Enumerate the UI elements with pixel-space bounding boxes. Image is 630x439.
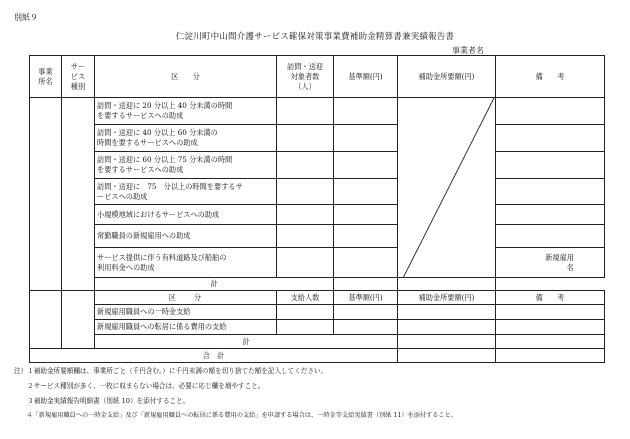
note-2: ２サービス種別が多く、一枚に収まらない場合は、必要に応じ欄を増やすこと。 — [14, 382, 265, 390]
header-service-type: サー ビス 種別 — [62, 56, 95, 98]
header-users: 訪問・送迎 対象者数 （人） — [277, 56, 334, 98]
base-amount-cell[interactable] — [334, 248, 398, 278]
header-subsidy: 補助金所要額(円) — [398, 56, 496, 98]
users-cell[interactable] — [277, 225, 334, 248]
base-amount-cell[interactable] — [334, 225, 398, 248]
note-3: ３補助金実績報告明細書（別紙 10）を添付すること。 — [14, 397, 190, 405]
row-label: サービス提供に伴う有料道路及び船舶の 利用料金への助成 — [95, 248, 277, 278]
subtotal-remarks-cell-2[interactable] — [496, 335, 605, 349]
header-category-2: 区 分 — [95, 291, 277, 305]
subsidy-table — [29, 55, 605, 291]
remarks-cell[interactable] — [496, 152, 605, 179]
subsidy-cell[interactable] — [398, 305, 496, 320]
note-4: ４「新規雇用職員への一時金支給」及び「新規雇用職員への転居に係る費用の支給」を申請する場合は、一時金等支給実績書（別紙 11）を添付すること。 — [14, 412, 457, 419]
header-remarks-2: 備 考 — [496, 291, 605, 305]
remarks-cell[interactable] — [496, 205, 605, 225]
service-type-cell[interactable] — [62, 291, 95, 349]
subtotal-label-2: 計 — [95, 335, 398, 349]
base-amount-cell[interactable] — [334, 305, 398, 320]
users-cell[interactable] — [277, 248, 334, 278]
header-category: 区 分 — [95, 56, 277, 98]
subtotal-remarks-cell[interactable] — [398, 278, 496, 291]
remarks-cell[interactable] — [496, 225, 605, 248]
base-amount-cell[interactable] — [334, 320, 398, 335]
row-label: 常勤職員の新規雇用への助成 — [95, 225, 277, 248]
subsidy-cell[interactable] — [398, 320, 496, 335]
base-amount-cell[interactable] — [334, 205, 398, 225]
subtotal-label: 計 — [95, 278, 334, 291]
base-amount-cell[interactable] — [334, 152, 398, 179]
row-label: 新規雇用職員への一時金支給 — [95, 305, 277, 320]
total-label: 合 計 — [30, 349, 398, 363]
row-label: 新規雇用職員への転居に係る費用の支給 — [95, 320, 277, 335]
row-label: 訪問・送迎に 60 分以上 75 分未満の時間 を要するサービスへの助成 — [95, 152, 277, 179]
document-label: 別紙９ — [14, 13, 38, 22]
diagonal-line — [398, 98, 496, 278]
remarks-cell[interactable] — [496, 98, 605, 125]
remarks-cell[interactable] — [496, 305, 605, 320]
row-label: 訪問・送迎に 75 分以上の時間を要するサ ービスへの助成 — [95, 179, 277, 205]
header-base-amount-2: 基準額(円) — [334, 291, 398, 305]
base-amount-cell[interactable] — [334, 179, 398, 205]
users-cell[interactable] — [277, 125, 334, 152]
office-cell[interactable] — [30, 98, 62, 291]
header-remarks: 備 考 — [496, 56, 605, 98]
subtotal-subsidy-cell-2[interactable] — [398, 335, 496, 349]
remarks-cell[interactable]: 新規雇用 名 — [496, 248, 605, 278]
office-cell[interactable] — [30, 291, 62, 349]
remarks-cell[interactable] — [496, 125, 605, 152]
subtotal-subsidy-cell[interactable] — [334, 278, 398, 291]
remarks-cell[interactable] — [496, 320, 605, 335]
base-amount-cell[interactable] — [334, 98, 398, 125]
header-payees: 支給人数 — [277, 291, 334, 305]
subsidy-diagonal-cell — [398, 98, 496, 278]
total-remarks-cell[interactable] — [496, 349, 605, 363]
header-base-amount: 基準額(円) — [334, 56, 398, 98]
service-type-cell[interactable] — [62, 98, 95, 291]
header-subsidy-2: 補助金所要額(円) — [398, 291, 496, 305]
users-cell[interactable] — [277, 205, 334, 225]
payees-cell[interactable] — [277, 305, 334, 320]
total-subsidy-cell[interactable] — [398, 349, 496, 363]
row-label: 訪問・送迎に 40 分以上 60 分未満の 時間を要するサービスへの助成 — [95, 125, 277, 152]
organization-name-label: 事業者名 — [452, 46, 484, 55]
users-cell[interactable] — [277, 98, 334, 125]
users-cell[interactable] — [277, 152, 334, 179]
document-title: 仁淀川町中山間介護サービス確保対策事業費補助金精算書兼実績報告書 — [175, 32, 455, 42]
payees-cell[interactable] — [277, 320, 334, 335]
row-label: 訪問・送迎に 20 分以上 40 分未満の時間 を要するサービスへの助成 — [95, 98, 277, 125]
users-cell[interactable] — [277, 179, 334, 205]
header-office: 事業 所名 — [30, 56, 62, 98]
base-amount-cell[interactable] — [334, 125, 398, 152]
employment-table — [29, 290, 605, 363]
remarks-cell[interactable] — [496, 179, 605, 205]
row-label: 小規模地域におけるサービスへの助成 — [95, 205, 277, 225]
note-1: 注）１補助金所要額欄は、事業所ごと（千円含む。）に千円未満の額を切り捨てた額を記入してください。 — [14, 367, 328, 375]
